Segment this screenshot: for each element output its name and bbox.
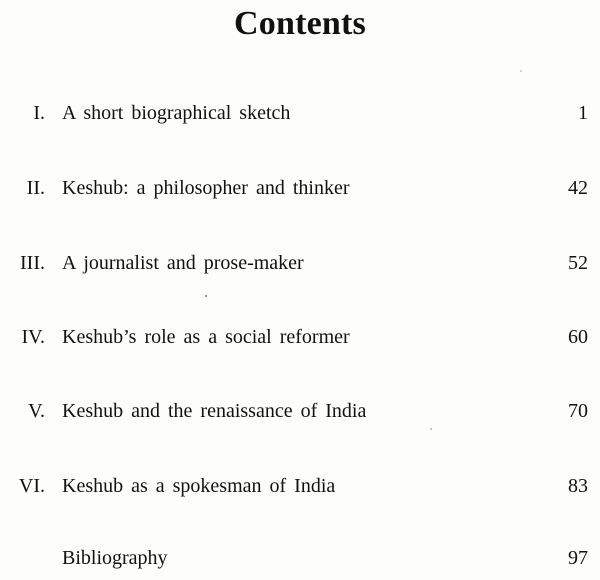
toc-entry-4 (0, 322, 600, 352)
scan-speck (430, 428, 432, 430)
chapter-numeral: IV. (21, 326, 45, 348)
chapter-title: Keshub’s role as a social reformer (62, 326, 350, 348)
chapter-numeral: V. (28, 400, 45, 422)
chapter-numeral: VI. (18, 475, 45, 497)
chapter-title: Bibliography (62, 547, 168, 569)
page-number: 70 (568, 400, 588, 422)
page-number: 97 (568, 547, 588, 569)
page-number: 60 (568, 326, 588, 348)
page-title: Contents (234, 5, 366, 42)
chapter-numeral: I. (33, 102, 45, 124)
toc-entry-2 (0, 173, 600, 203)
scan-speck (520, 70, 522, 72)
chapter-numeral: III. (20, 252, 45, 274)
chapter-title: Keshub and the renaissance of India (62, 400, 367, 422)
toc-entry-6 (0, 471, 600, 501)
chapter-numeral: II. (26, 177, 45, 199)
page-number: 52 (568, 252, 588, 274)
toc-entry-bibliography (0, 543, 600, 573)
toc-entry-5 (0, 396, 600, 426)
toc-entry-1 (0, 98, 600, 128)
chapter-title: A journalist and prose-maker (62, 252, 304, 274)
chapter-title: Keshub: a philosopher and thinker (62, 177, 350, 199)
scan-speck (205, 295, 207, 297)
page-number: 83 (568, 475, 588, 497)
chapter-title: A short biographical sketch (62, 102, 291, 124)
page-number: 1 (578, 102, 588, 124)
toc-entry-3 (0, 248, 600, 278)
page-number: 42 (568, 177, 588, 199)
chapter-title: Keshub as a spokesman of India (62, 475, 336, 497)
